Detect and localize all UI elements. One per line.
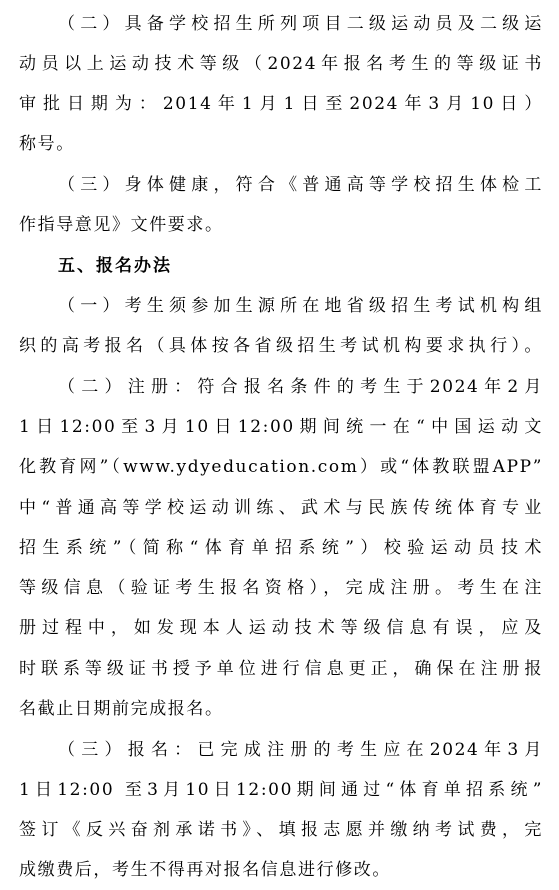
paragraph-line: 织的高考报名（具体按各省级招生考试机构要求执行）。 xyxy=(19,336,543,356)
paragraph-line: （三）报名：已完成注册的考生应在2024年3月 xyxy=(58,740,543,760)
paragraph-line: 称号。 xyxy=(19,134,75,154)
paragraph-line: 动员以上运动技术等级（2024年报名考生的等级证书 xyxy=(19,54,543,74)
paragraph-line: （一）考生须参加生源所在地省级招生考试机构组 xyxy=(58,296,543,316)
paragraph-line: （二）注册：符合报名条件的考生于2024年2月 xyxy=(58,377,543,397)
paragraph-line: 化教育网”（www.ydyeducation.com）或“体教联盟APP” xyxy=(19,457,543,477)
paragraph-line: （二）具备学校招生所列项目二级运动员及二级运 xyxy=(58,14,543,34)
paragraph-line: 成缴费后，考生不得再对报名信息进行修改。 xyxy=(19,860,391,880)
paragraph-line: 中“普通高等学校运动训练、武术与民族传统体育专业 xyxy=(19,498,543,518)
paragraph-line: 作指导意见》文件要求。 xyxy=(19,215,224,235)
paragraph-line: 1日12:00 至3月10日12:00期间通过“体育单招系统” xyxy=(19,780,543,800)
paragraph-line: 审批日期为：2014年1月1日至2024年3月10日） xyxy=(19,94,543,114)
section-heading: 五、报名办法 xyxy=(58,256,172,276)
paragraph-line: 册过程中，如发现本人运动技术等级信息有误，应及 xyxy=(19,618,543,638)
paragraph-line: 1日12:00至3月10日12:00期间统一在“中国运动文 xyxy=(19,417,543,437)
paragraph-line: 时联系等级证书授予单位进行信息更正，确保在注册报 xyxy=(19,659,543,679)
paragraph-line: 招生系统”（简称“体育单招系统”）校验运动员技术 xyxy=(19,538,543,558)
paragraph-line: 等级信息（验证考生报名资格），完成注册。考生在注 xyxy=(19,578,543,598)
paragraph-line: 名截止日期前完成报名。 xyxy=(19,699,224,719)
paragraph-line: （三）身体健康，符合《普通高等学校招生体检工 xyxy=(58,175,543,195)
paragraph-line: 签订《反兴奋剂承诺书》、填报志愿并缴纳考试费，完 xyxy=(19,820,543,840)
